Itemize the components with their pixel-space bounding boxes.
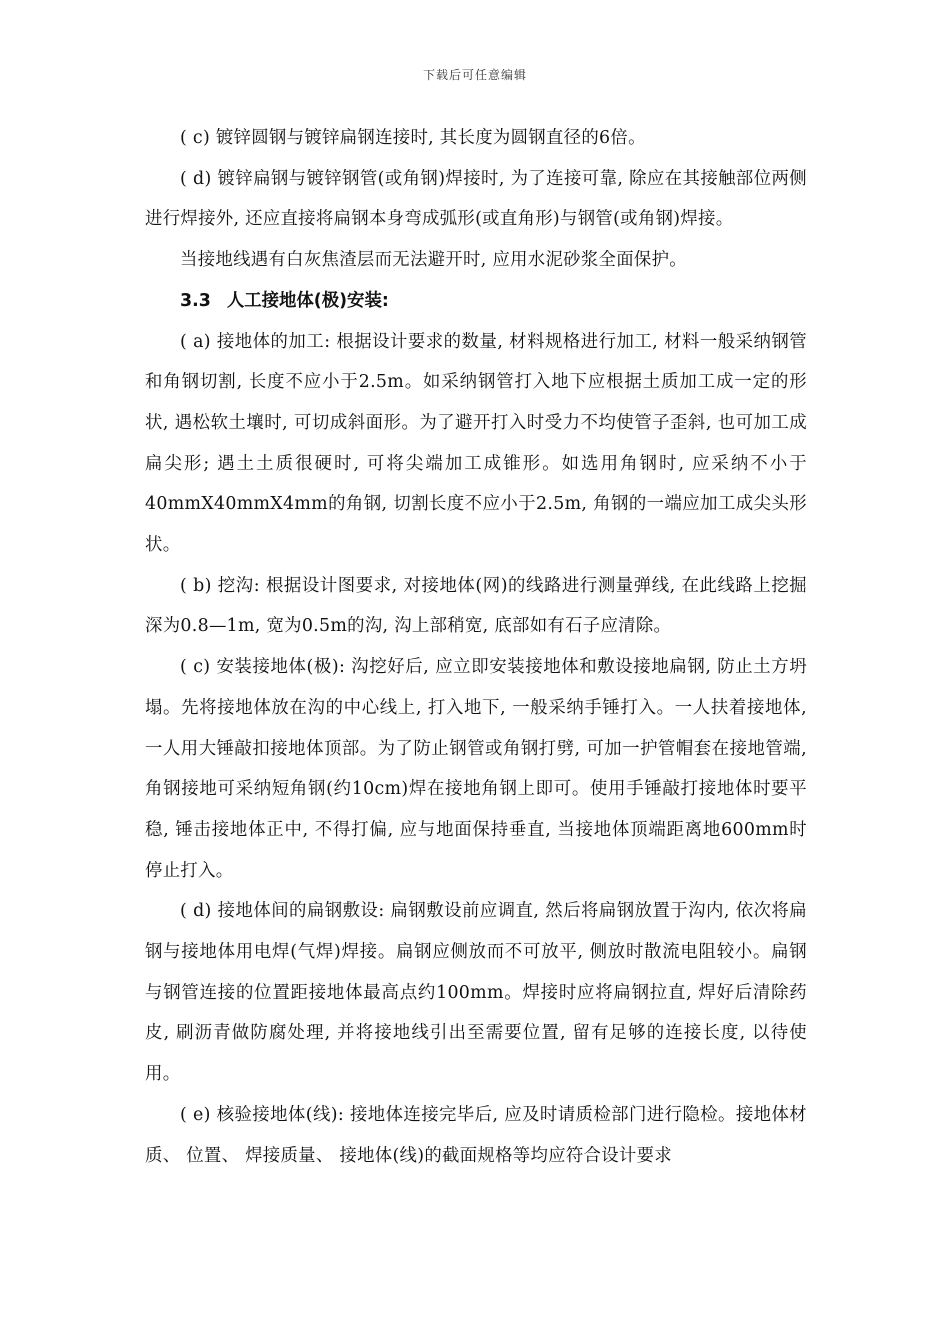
paragraph-a-processing: ( a) 接地体的加工: 根据设计要求的数量, 材料规格进行加工, 材料一般采纳钢管和角钢切割, 长度不应小于2.5m。如采纳钢管打入地下应根据土质加工成一定的形状, 遇松软土壤时, 可切成斜面形。为了避开打入时受力不均使管子歪斜, 也可加工成扁尖形; 遇土土质很硬时, 可将尖端加工成锥形。如选用角钢时, 应采纳不小于40mmX40mmX4mm的角钢, 切割长度不应小于2.5m, 角钢的一端应加工成尖头形状。 <box>145 331 807 556</box>
section-number: 3.3 <box>180 290 211 311</box>
paragraph-d-flat-steel-pipe: ( d) 镀锌扁钢与镀锌钢管(或角钢)焊接时, 为了连接可靠, 除应在其接触部位两侧进行焊接外, 还应直接将扁钢本身弯成弧形(或直角形)与钢管(或角钢)焊接。 <box>145 168 807 230</box>
section-title: 人工接地体(极)安装: <box>226 290 389 311</box>
paragraph-cement-protection: 当接地线遇有白灰焦渣层而无法避开时, 应用水泥砂浆全面保护。 <box>180 250 687 271</box>
paragraph-c-round-steel: ( c) 镀锌圆钢与镀锌扁钢连接时, 其长度为圆钢直径的6倍。 <box>180 128 646 148</box>
page-header: 下载后可任意编辑 <box>422 68 527 82</box>
paragraph-d-flat-steel-laying: ( d) 接地体间的扁钢敷设: 扁钢敷设前应调直, 然后将扁钢放置于沟内, 依次将扁钢与接地体用电焊(气焊)焊接。扁钢应侧放而不可放平, 侧放时散流电阻较小。扁钢与钢管连接的位置距接地体最高点约100mm。焊接时应将扁钢拉直, 焊好后清除药皮, 刷沥青做防腐处理, 并将接地线引出至需要位置, 留有足够的连接长度, 以待使用。 <box>145 901 807 1085</box>
section-heading <box>145 281 807 322</box>
paragraph-e-inspection: ( e) 核验接地体(线): 接地体连接完毕后, 应及时请质检部门进行隐检。接地体材质、 位置、 焊接质量、 接地体(线)的截面规格等均应符合设计要求 <box>145 1104 807 1166</box>
paragraph-b-trench: ( b) 挖沟: 根据设计图要求, 对接地体(网)的线路进行测量弹线, 在此线路上挖掘深为0.8—1m, 宽为0.5m的沟, 沟上部稍宽, 底部如有石子应清除。 <box>145 575 807 637</box>
paragraph-c-install: ( c) 安装接地体(极): 沟挖好后, 应立即安装接地体和敷设接地扁钢, 防止土方坍塌。先将接地体放在沟的中心线上, 打入地下, 一般采纳手锤打入。一人扶着接地体, 一人用大锤敲扣接地体顶部。为了防止钢管或角钢打劈, 可加一护管帽套在接地管端, 角钢接地可采纳短角钢(约10cm)焊在接地角钢上即可。使用手锤敲打接地体时要平稳, 锤击接地体正中, 不得打偏, 应与地面保持垂直, 当接地体顶端距离地600mm时停止打入。 <box>145 657 807 881</box>
document-body <box>145 118 807 1176</box>
